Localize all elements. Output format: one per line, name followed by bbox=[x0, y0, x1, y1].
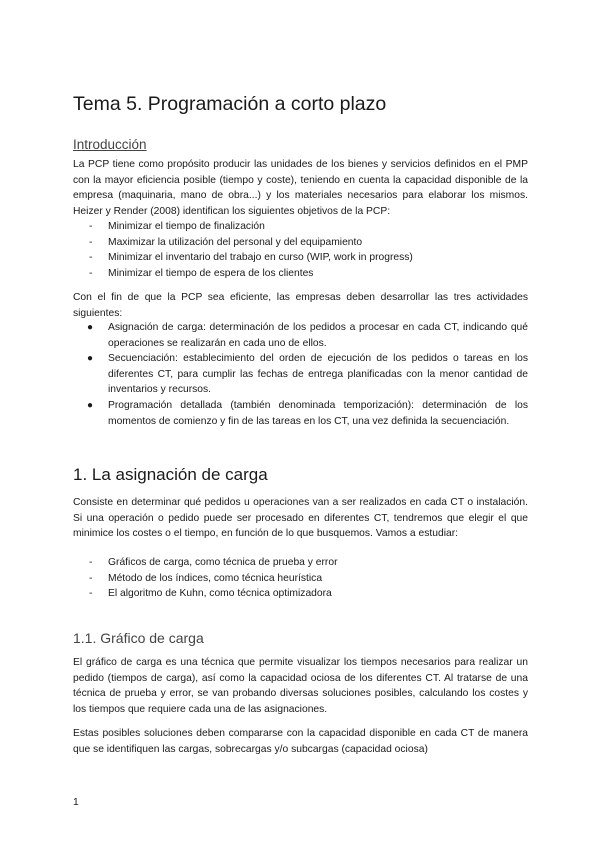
section1-1-paragraph-2: Estas posibles soluciones deben compararse con la capacidad disponible en cada CT de manera que se identifiquen las cargas, sobrecargas y/o subcargas (capacidad ociosa) bbox=[73, 728, 528, 755]
list-item: - Minimizar el tiempo de finalización bbox=[73, 219, 528, 235]
section1-1-paragraph-1: El gráfico de carga es una técnica que permite visualizar los tiempos necesarios para realizar un pedido (tiempos de carga), así como la capacidad ociosa de los diferentes CT. Al tratarse de una técnica de prueba y error, se van probando diversas soluciones posibles, calculando los costes y los tiempos que requiere cada una de las asignaciones. bbox=[73, 657, 528, 715]
list-item: - El algoritmo de Kuhn, como técnica optimizadora bbox=[73, 586, 528, 602]
section1-paragraph: Consiste en determinar qué pedidos u operaciones van a ser realizados en cada CT o instalación. Si una operación o pedido puede ser procesado en diferentes CT, tendremos que elegir el que minimice los costes o el tiempo, en función de lo que busquemos. Vamos a estudiar: bbox=[73, 497, 528, 540]
dash-marker: - bbox=[89, 267, 93, 279]
section1-1-heading: 1.1. Gráfico de carga bbox=[73, 630, 204, 646]
activities-list bbox=[73, 320, 528, 429]
activities-intro: Con el fin de que la PCP sea eficiente, las empresas deben desarrollar las tres actividades siguientes: bbox=[73, 292, 528, 319]
dash-marker: - bbox=[89, 221, 93, 232]
list-item: - Minimizar el inventario del trabajo en curso (WIP, work in progress) bbox=[73, 250, 528, 266]
intro-heading: Introducción bbox=[73, 137, 147, 152]
intro-paragraph: La PCP tiene como propósito producir las unidades de los bienes y servicios definidos en el PMP con la mayor eficiencia posible (tiempo y coste), teniendo en cuenta la capacidad disponible de la empresa (maquinaria, mano de obra...) y los materiales necesarios para elaborar los mismos. Heizer y Render (2008) identifican los siguientes objetivos de la PCP: bbox=[73, 159, 528, 217]
methods-list bbox=[73, 555, 528, 602]
dash-marker: - bbox=[89, 557, 93, 568]
list-item: - Gráficos de carga, como técnica de prueba y error bbox=[73, 555, 528, 571]
bullet-marker: ● bbox=[87, 322, 94, 333]
bullet-marker: ● bbox=[87, 353, 94, 365]
dash-marker: - bbox=[89, 588, 93, 600]
page-title: Tema 5. Programación a corto plazo bbox=[73, 93, 387, 115]
objectives-list bbox=[73, 219, 528, 281]
list-item: - Minimizar el tiempo de espera de los clientes bbox=[73, 266, 528, 282]
dash-marker: - bbox=[89, 252, 93, 264]
section1-heading: 1. La asignación de carga bbox=[73, 465, 268, 484]
list-item: ● Secuenciación: establecimiento del orden de ejecución de los pedidos o tareas en los diferentes CT, para cumplir las fechas de entrega planificadas con la menor cantidad de inventarios y recursos. bbox=[87, 353, 528, 396]
list-item: - Método de los índices, como técnica heurística bbox=[73, 571, 528, 587]
bullet-marker: ● bbox=[87, 399, 94, 411]
dash-marker: - bbox=[89, 572, 93, 584]
list-item: - Maximizar la utilización del personal y del equipamiento bbox=[73, 235, 528, 251]
page-number: 1 bbox=[73, 797, 79, 808]
list-item: ● Asignación de carga: determinación de los pedidos a procesar en cada CT, indicando qué operaciones se realizarán en cada uno de ellos. bbox=[87, 322, 528, 349]
list-item: ● Programación detallada (también denominada temporización): determinación de los momentos de comienzo y fin de las tareas en los CT, una vez definida la secuenciación. bbox=[87, 399, 528, 427]
dash-marker: - bbox=[89, 236, 93, 248]
